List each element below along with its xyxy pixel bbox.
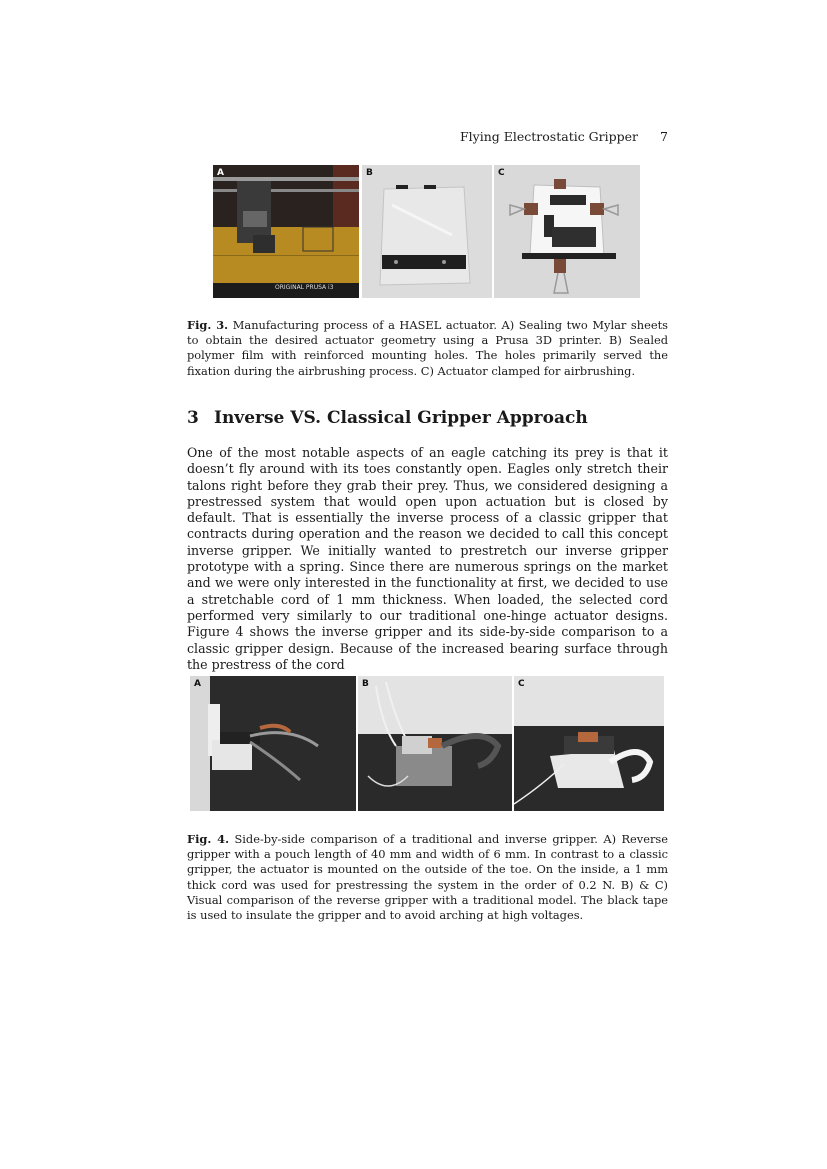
fig3-panel-a-photo <box>213 165 359 298</box>
fig3-caption-label: Fig. 3. <box>187 318 229 332</box>
fig3-panel-b <box>362 165 492 298</box>
fig4-panel-b-photo <box>358 676 512 811</box>
fig4-caption-text: Side-by-side comparison of a traditional and inverse gripper. A) Reverse gripper with a pouch length of 40 mm and width of 6 mm. In contrast to a classic gripper, the actuator is mounted on the outside of the toe. On the inside, a 1 mm thick cord was used for prestressing the system in the order of 0.2 N. B) & C) Visual comparison of the reverse gripper with a traditional model. The black tape is used to insulate the gripper and to avoid arching at high voltages. <box>187 832 668 923</box>
fig4-caption-label: Fig. 4. <box>187 832 230 846</box>
fig4-panel-c-label: C <box>518 679 525 689</box>
section-number: 3 <box>187 408 199 428</box>
fig4-panel-b-label: B <box>362 679 369 689</box>
fig3-panel-c-label: C <box>498 168 505 178</box>
running-head-title: Flying Electrostatic Gripper <box>460 129 639 144</box>
page-number: 7 <box>660 129 668 144</box>
running-head <box>460 129 668 145</box>
section-heading <box>187 408 668 428</box>
fig4-panel-a-label: A <box>194 679 201 689</box>
printer-brand-text: ORIGINAL PRUSA i3 <box>275 284 334 291</box>
fig4-panel-c <box>514 676 664 811</box>
fig4-panel-a-photo <box>190 676 356 811</box>
fig3-panel-b-photo <box>362 165 492 298</box>
fig4-panel-c-photo <box>514 676 664 811</box>
section-title: Inverse VS. Classical Gripper Approach <box>214 408 588 428</box>
fig4-panel-b <box>358 676 512 811</box>
fig3-caption <box>187 318 668 379</box>
fig3-panel-c-photo <box>494 165 640 298</box>
fig4-caption <box>187 832 668 923</box>
fig3-panel-a <box>213 165 359 298</box>
fig3-caption-text: Manufacturing process of a HASEL actuator. A) Sealing two Mylar sheets to obtain the desired actuator geometry using a Prusa 3D printer. B) Sealed polymer film with reinforced mounting holes. The holes primarily served the fixation during the airbrushing process. C) Actuator clamped for airbrushing. <box>187 318 668 378</box>
fig4-panel-a <box>190 676 356 811</box>
fig3-panel-a-label: A <box>217 168 224 178</box>
body-paragraph: One of the most notable aspects of an eagle catching its prey is that it doesn’t fly around with its toes constantly open. Eagles only stretch their talons right before they grab their prey. Thus, we considered designing a prestressed system that would open upon actuation but is closed by default. That is essentially the inverse process of a classic gripper that contracts during operation and the reason we decided to call this concept inverse gripper. We initially wanted to prestretch our inverse gripper prototype with a spring. Since there are numerous springs on the market and we were only interested in the functionality at first, we decided to use a stretchable cord of 1 mm thickness. When loaded, the selected cord performed very similarly to our traditional one-hinge actuator designs. Figure 4 shows the inverse gripper and its side-by-side comparison to a classic gripper design. Because of the increased bearing surface through the prestress of the cord <box>187 445 668 672</box>
fig3-panel-c <box>494 165 640 298</box>
fig3-panel-b-label: B <box>366 168 373 178</box>
